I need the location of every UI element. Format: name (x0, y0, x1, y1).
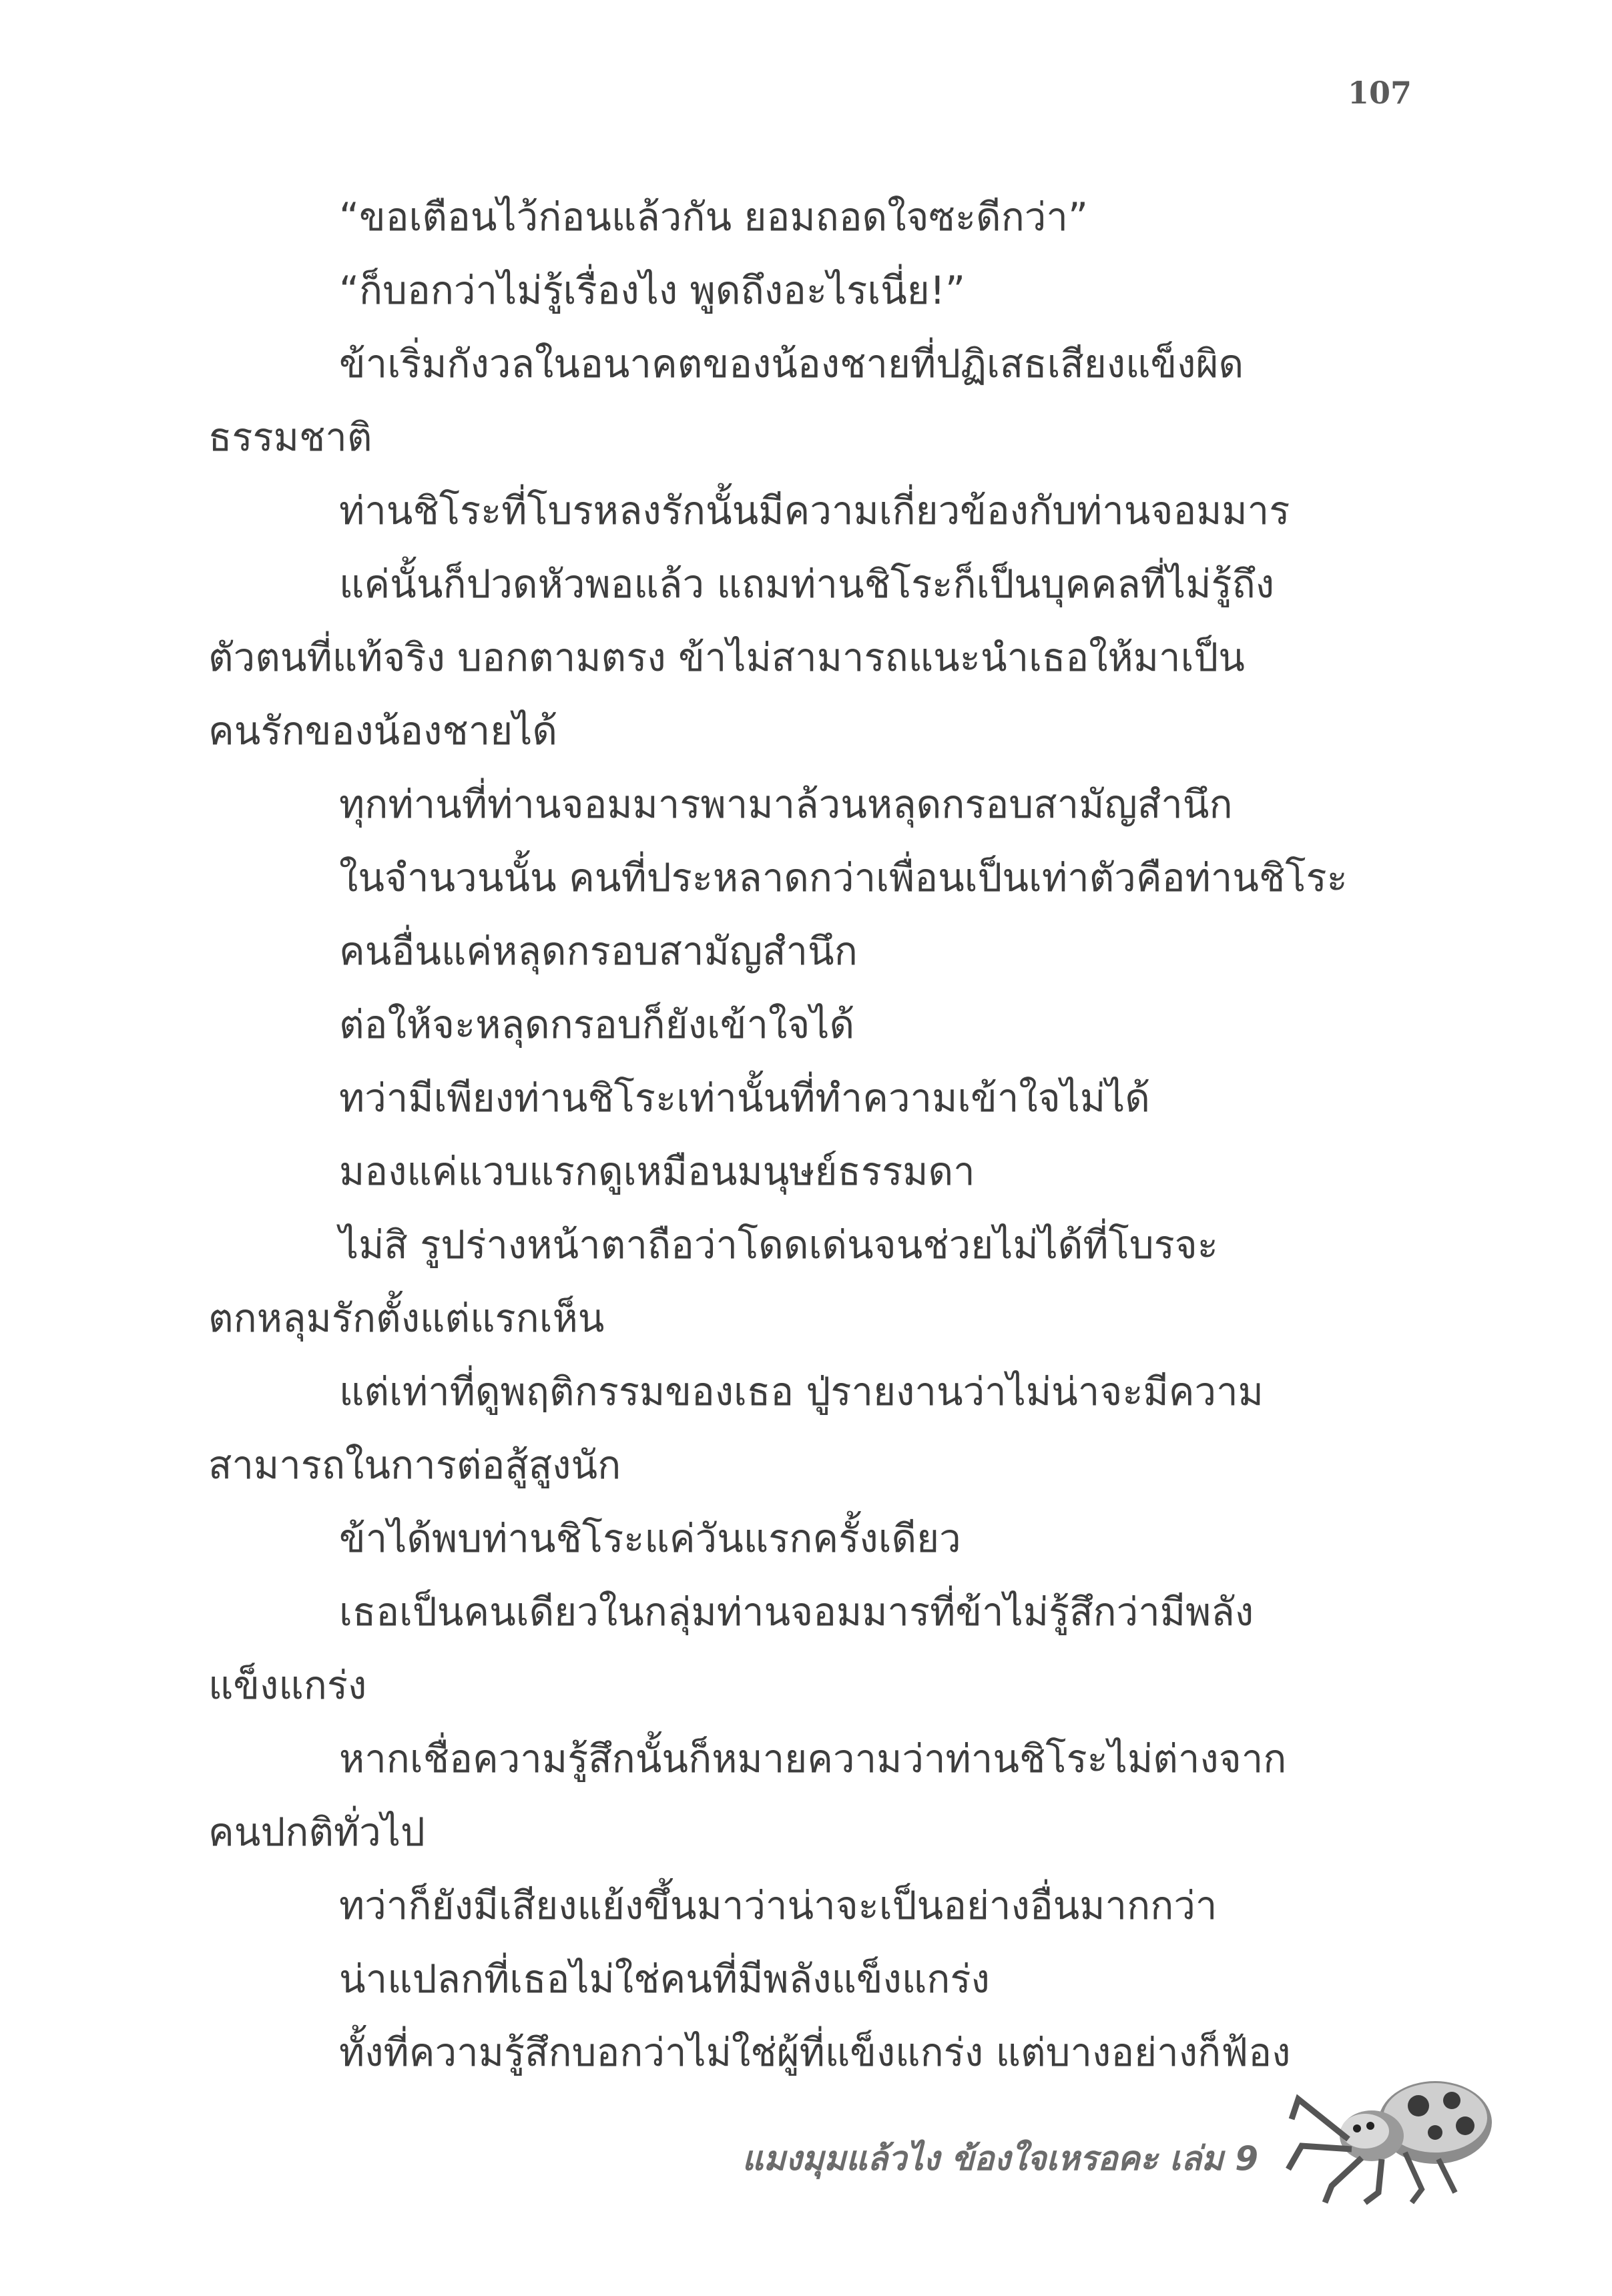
footer-book-title: แมงมุมแล้วไง ข้องใจเหรอคะ เล่ม 9 (742, 2139, 1258, 2178)
text-line: คนรักของน้องชายได้ (208, 708, 558, 754)
text-line: คนอื่นแค่หลุดกรอบสามัญสำนึก (339, 928, 858, 974)
text-line: ทว่าก็ยังมีเสียงแย้งขึ้นมาว่าน่าจะเป็นอย่างอื่นมากกว่า (339, 1883, 1218, 1928)
spider-mascot-icon (1285, 2059, 1499, 2206)
text-line: คนปกติทั่วไป (208, 1809, 425, 1855)
text-line: แข็งแกร่ง (208, 1663, 367, 1708)
text-line: ตัวตนที่แท้จริง บอกตามตรง ข้าไม่สามารถแนะนำเธอให้มาเป็น (208, 635, 1245, 680)
text-line: แต่เท่าที่ดูพฤติกรรมของเธอ ปู่รายงานว่าไม่น่าจะมีความ (339, 1369, 1264, 1414)
text-line: ไม่สิ รูปร่างหน้าตาถือว่าโดดเด่นจนช่วยไม่ได้ที่โบรจะ (339, 1222, 1218, 1267)
text-line: มองแค่แวบแรกดูเหมือนมนุษย์ธรรมดา (339, 1149, 975, 1194)
text-line: ข้าได้พบท่านชิโระแค่วันแรกครั้งเดียว (339, 1516, 961, 1561)
text-line: ทุกท่านที่ท่านจอมมารพามาล้วนหลุดกรอบสามัญสำนึก (339, 782, 1233, 827)
text-line: ในจำนวนนั้น คนที่ประหลาดกว่าเพื่อนเป็นเท่าตัวคือท่านชิโระ (339, 855, 1348, 900)
text-line: ท่านชิโระที่โบรหลงรักนั้นมีความเกี่ยวข้องกับท่านจอมมาร (339, 488, 1290, 533)
text-line: “ก็บอกว่าไม่รู้เรื่องไง พูดถึงอะไรเนี่ย!” (339, 268, 966, 313)
text-line: สามารถในการต่อสู้สูงนัก (208, 1442, 621, 1488)
text-line: ทว่ามีเพียงท่านชิโระเท่านั้นที่ทำความเข้าใจไม่ได้ (339, 1075, 1150, 1121)
text-line: ธรรมชาติ (208, 414, 372, 460)
text-line: หากเชื่อความรู้สึกนั้นก็หมายความว่าท่านชิโระไม่ต่างจาก (339, 1736, 1287, 1781)
text-line: น่าแปลกที่เธอไม่ใช่คนที่มีพลังแข็งแกร่ง (339, 1956, 990, 2002)
text-line: ต่อให้จะหลุดกรอบก็ยังเข้าใจได้ (339, 1002, 855, 1047)
page-number: 107 (1347, 75, 1412, 111)
text-line: ตกหลุมรักตั้งแต่แรกเห็น (208, 1296, 605, 1341)
text-line: ข้าเริ่มกังวลในอนาคตของน้องชายที่ปฏิเสธเสียงแข็งผิด (339, 341, 1244, 386)
text-line: ทั้งที่ความรู้สึกบอกว่าไม่ใช่ผู้ที่แข็งแกร่ง แต่บางอย่างก็ฟ้อง (339, 2030, 1291, 2075)
text-line: “ขอเตือนไว้ก่อนแล้วกัน ยอมถอดใจซะดีกว่า” (339, 194, 1088, 240)
text-line: เธอเป็นคนเดียวในกลุ่มท่านจอมมารที่ข้าไม่รู้สึกว่ามีพลัง (339, 1589, 1254, 1635)
text-line: แค่นั้นก็ปวดหัวพอแล้ว แถมท่านชิโระก็เป็นบุคคลที่ไม่รู้ถึง (339, 561, 1275, 607)
body-text (208, 180, 1410, 2089)
